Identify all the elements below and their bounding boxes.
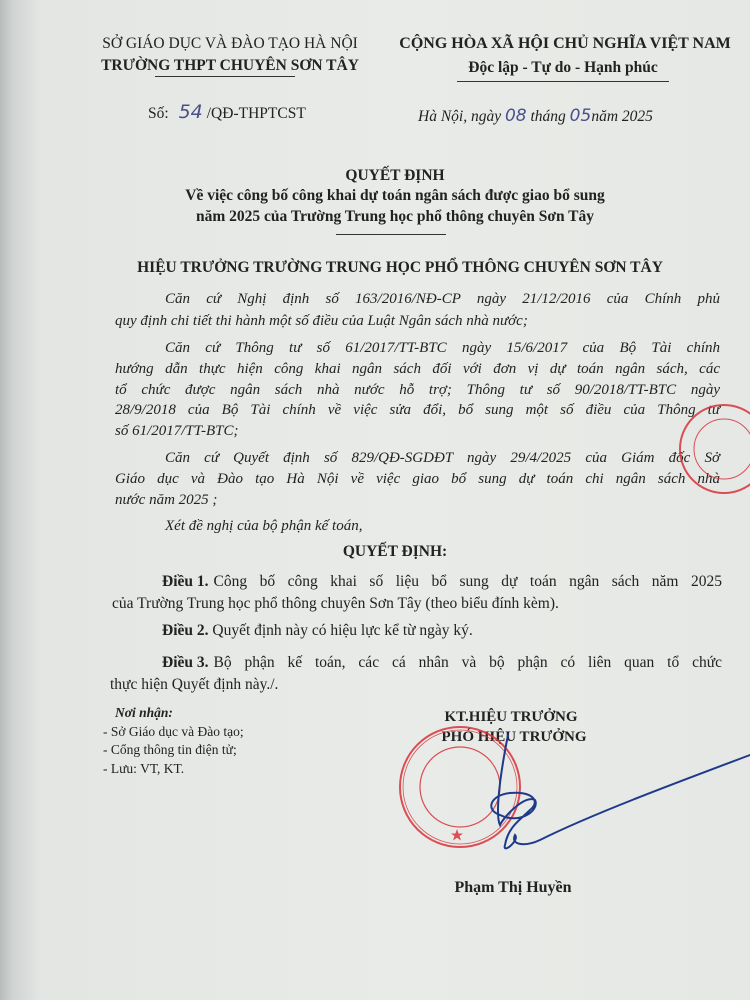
- motto-underline: [457, 81, 669, 82]
- recipient-item: - Lưu: VT, KT.: [103, 761, 185, 776]
- decision-heading: QUYẾT ĐỊNH:: [342, 543, 448, 560]
- issuing-authority: HIỆU TRƯỞNG TRƯỜNG TRUNG HỌC PHỔ THÔNG CHUYÊN SƠN TÂY: [137, 259, 663, 276]
- handwritten-month: 05: [569, 106, 592, 126]
- signatory-name: Phạm Thị Huyền: [454, 879, 572, 896]
- recipient-item: - Cổng thông tin điện tử;: [103, 742, 237, 757]
- document-number: [148, 101, 306, 123]
- place-date: [418, 106, 653, 126]
- recipient-item: - Sở Giáo dục và Đào tạo;: [103, 724, 244, 739]
- preamble-1-line-1: Căn cứ Nghị định số 163/2016/NĐ-CP ngày 21/12/2016 của Chính phủ: [165, 291, 720, 307]
- article-2-text: Quyết định này có hiệu lực kể từ ngày ký.: [212, 622, 473, 639]
- article-2-label: Điều 2.: [162, 622, 209, 639]
- article-1-text: Công bố công khai số liệu bổ sung dự toán ngân sách năm 2025: [213, 573, 722, 590]
- preamble-3-line-1: Căn cứ Quyết định số 829/QĐ-SGDĐT ngày 29/4/2025 của Giám đốc Sở: [165, 450, 720, 466]
- subject-line-1: Về việc công bố công khai dự toán ngân sách được giao bổ sung: [185, 187, 605, 204]
- document-title: QUYẾT ĐỊNH: [345, 167, 445, 184]
- article-1-line-2: của Trường Trung học phổ thông chuyên Sơn Tây (theo biểu đính kèm).: [112, 595, 559, 612]
- article-1-label: Điều 1.: [162, 573, 209, 590]
- date-prefix: Hà Nội, ngày: [418, 108, 502, 125]
- republic-name: CỘNG HÒA XÃ HỘI CHỦ NGHĨA VIỆT NAM: [399, 35, 731, 52]
- handwritten-day: 08: [504, 106, 527, 126]
- year-label: năm 2025: [591, 108, 653, 125]
- article-3-line-2: thực hiện Quyết định này./.: [110, 676, 279, 693]
- national-motto: Độc lập - Tự do - Hạnh phúc: [468, 59, 658, 76]
- number-suffix: /QĐ-THPTCST: [206, 105, 306, 122]
- signature-on-behalf: KT.HIỆU TRƯỞNG: [444, 709, 578, 725]
- preamble-3-line-3: nước năm 2025 ;: [115, 492, 218, 508]
- preamble-3-line-2: Giáo dục và Đào tạo Hà Nội về việc giao bổ sung dự toán chi ngân sách nhà: [115, 471, 720, 487]
- title-underline: [336, 234, 446, 235]
- article-3-text: Bộ phận kế toán, các cá nhân và bộ phận có liên quan tổ chức: [213, 654, 722, 671]
- number-label: Số:: [148, 105, 169, 122]
- month-label: tháng: [530, 108, 566, 125]
- preamble-2-line-3: tổ chức được ngân sách nhà nước hỗ trợ; Thông tư số 90/2018/TT-BTC ngày: [115, 382, 720, 398]
- recipients-label: Nơi nhận:: [115, 705, 173, 720]
- school-underline: [155, 76, 295, 77]
- signature-position: PHÓ HIỆU TRƯỞNG: [441, 729, 587, 745]
- article-3-line-1: [162, 654, 722, 672]
- subject-line-2: năm 2025 của Trường Trung học phổ thông chuyên Sơn Tây: [196, 208, 594, 225]
- preamble-4: Xét đề nghị của bộ phận kế toán,: [165, 518, 363, 534]
- preamble-2-line-1: Căn cứ Thông tư số 61/2017/TT-BTC ngày 15/6/2017 của Bộ Tài chính: [165, 340, 720, 356]
- handwritten-number: 54: [178, 101, 203, 123]
- preamble-2-line-4: 28/9/2018 của Bộ Tài chính về việc sửa đổi, bổ sung một số điều của Thông tư: [115, 402, 720, 418]
- preamble-2-line-5: số 61/2017/TT-BTC;: [115, 423, 239, 439]
- article-2: [162, 622, 473, 640]
- school-name: TRƯỜNG THPT CHUYÊN SƠN TÂY: [101, 57, 359, 74]
- article-3-label: Điều 3.: [162, 654, 209, 671]
- preamble-2-line-2: hướng dẫn thực hiện công khai ngân sách đối với đơn vị dự toán ngân sách, các: [115, 361, 720, 377]
- signature-icon: [480, 755, 750, 855]
- article-1-line-1: [162, 573, 722, 591]
- agency-name: SỞ GIÁO DỤC VÀ ĐÀO TẠO HÀ NỘI: [102, 35, 358, 52]
- preamble-1-line-2: quy định chi tiết thi hành một số điều của Luật Ngân sách nhà nước;: [115, 313, 528, 329]
